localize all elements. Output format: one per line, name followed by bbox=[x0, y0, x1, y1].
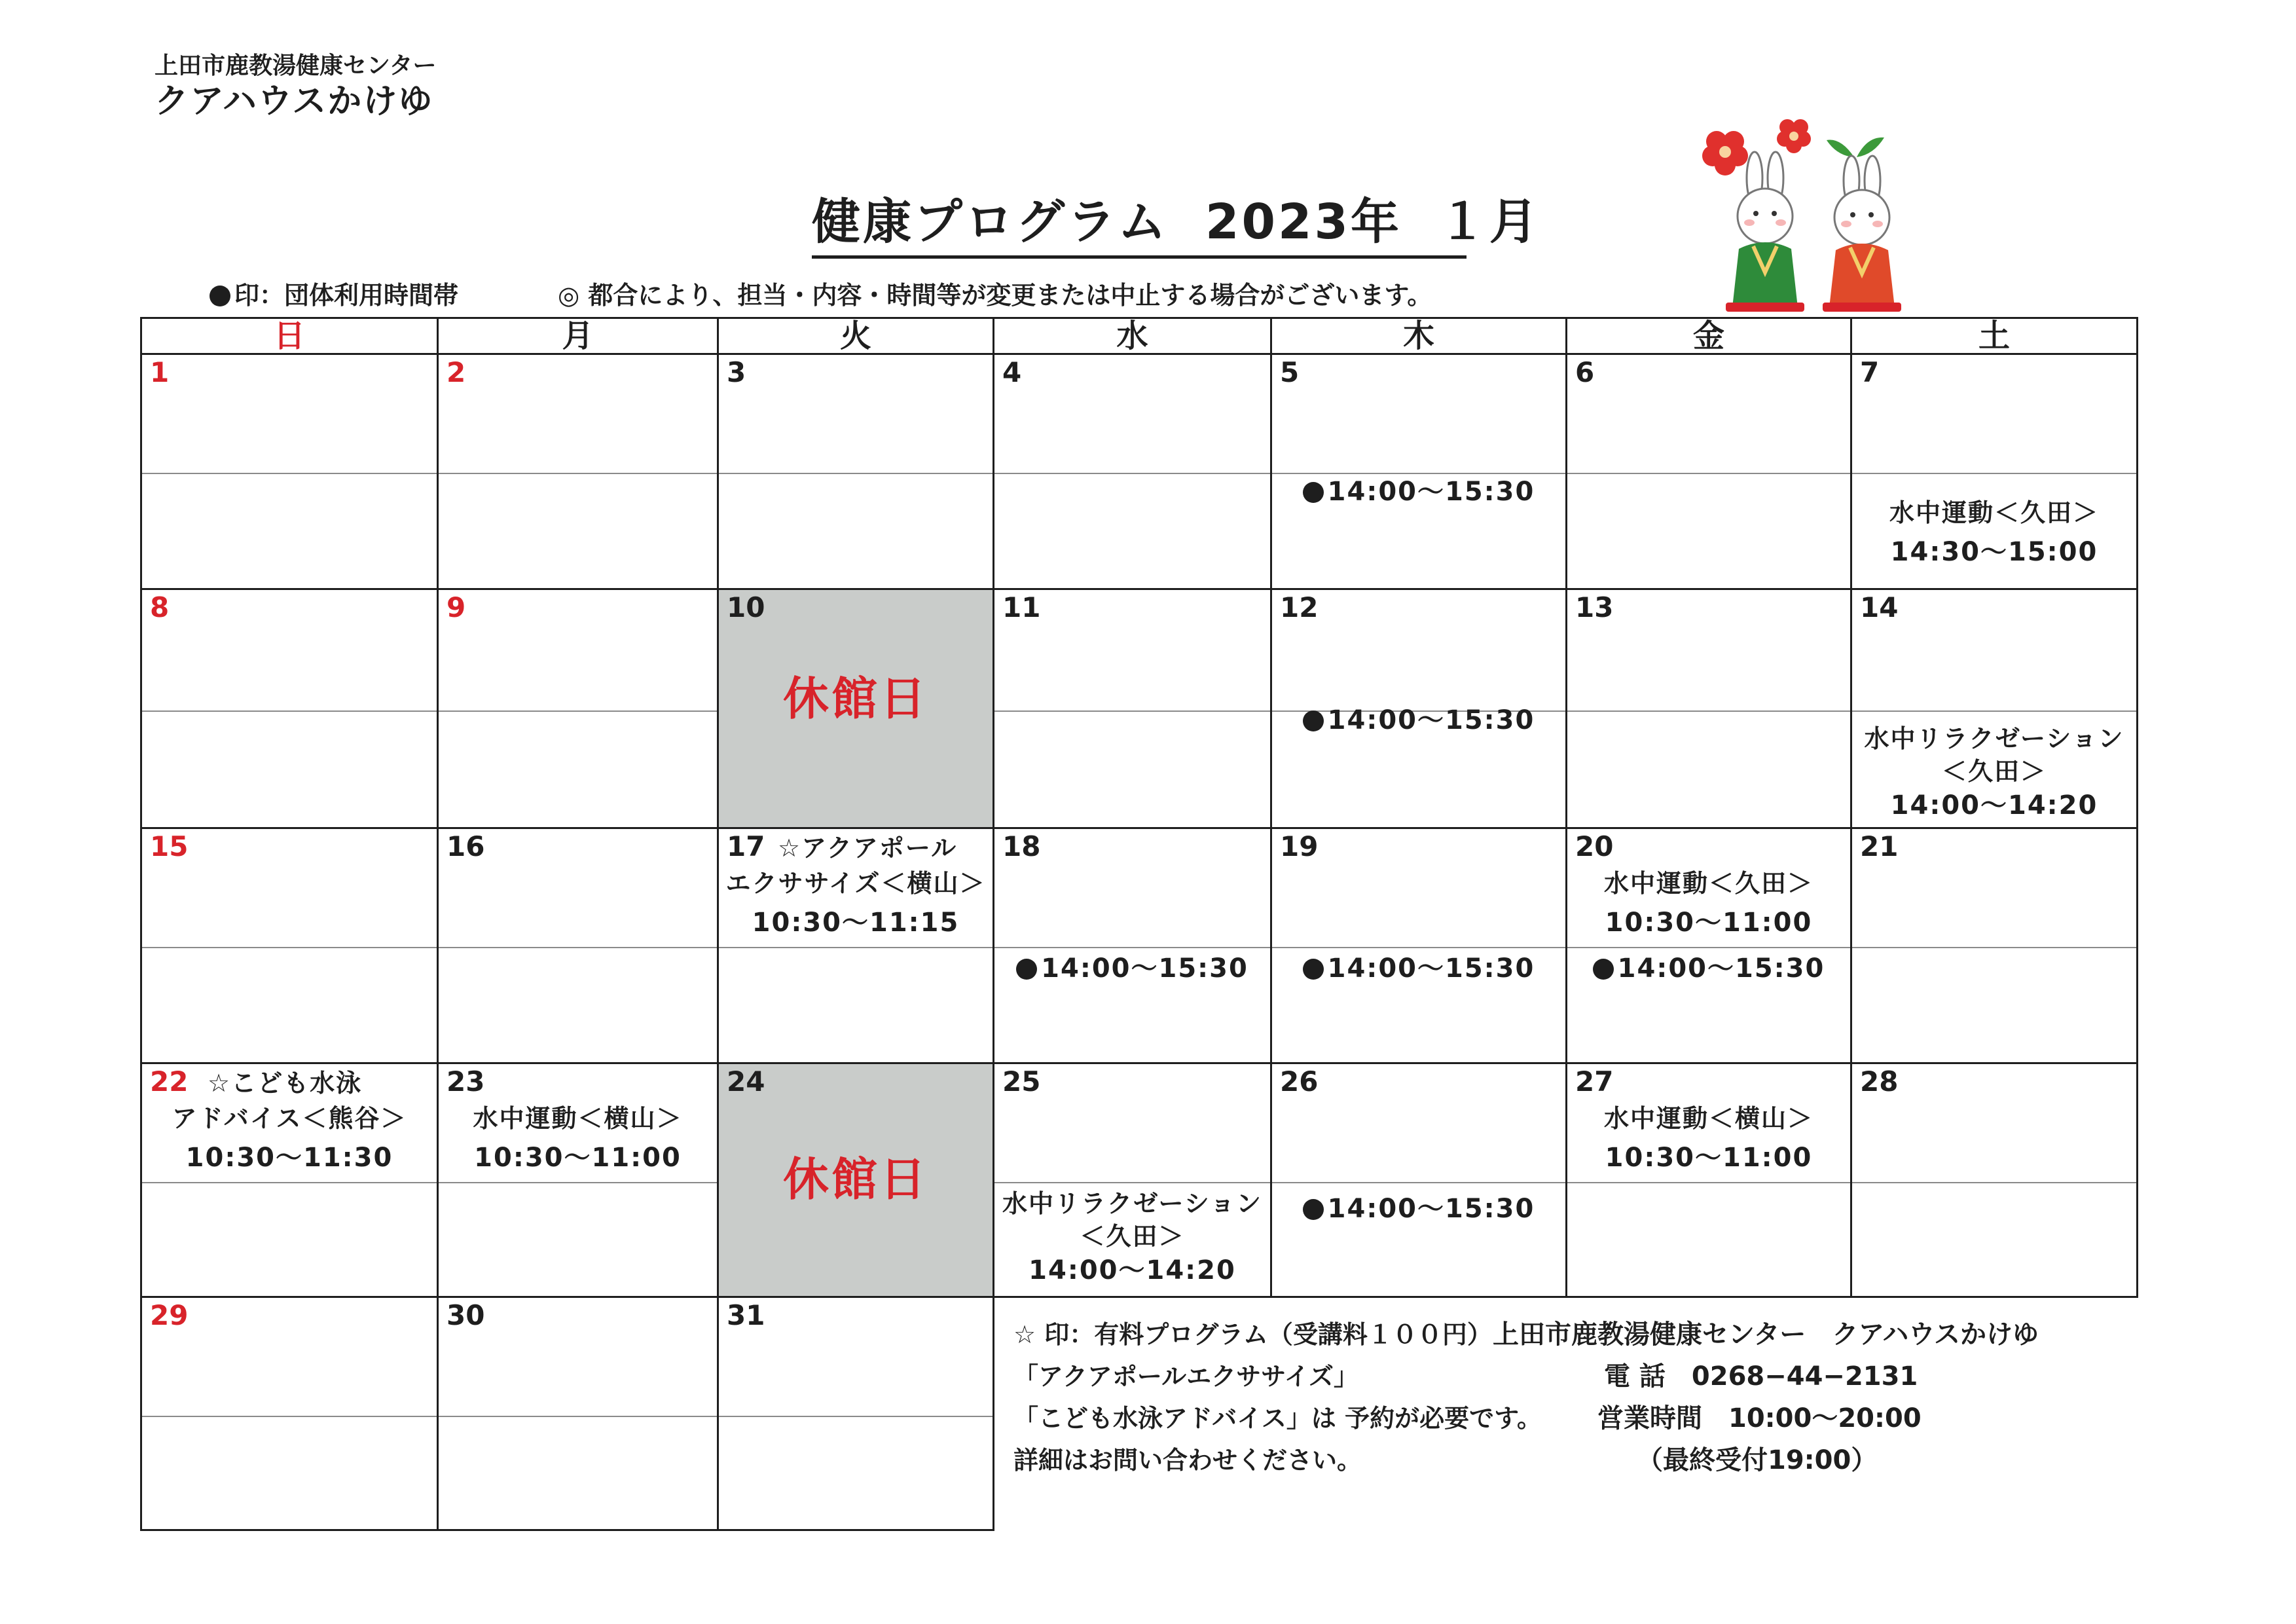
day-cell bbox=[1850, 588, 2138, 829]
last-entry: （最終受付19:00） bbox=[1637, 1445, 1878, 1475]
program-time: 10:30～11:15 bbox=[752, 908, 960, 938]
title-year: 2023年 bbox=[1205, 194, 1402, 250]
cell-divider bbox=[142, 947, 437, 948]
cell-divider bbox=[1567, 473, 1850, 474]
cell-divider bbox=[1852, 947, 2136, 948]
cell-divider bbox=[1852, 1182, 2136, 1183]
program-instructor: ＜久田＞ bbox=[1080, 1222, 1185, 1251]
day-number: 31 bbox=[727, 1299, 765, 1331]
day-number: 9 bbox=[446, 591, 466, 623]
day-cell bbox=[437, 827, 719, 1064]
program-instructor: エクササイズ＜横山＞ bbox=[725, 869, 986, 898]
day-number: 7 bbox=[1860, 356, 1880, 388]
group-time-text: 14:00～15:30 bbox=[1327, 705, 1535, 735]
day-cell bbox=[717, 353, 994, 590]
title-month: １月 bbox=[1438, 194, 1540, 250]
program-time: 10:30～11:00 bbox=[474, 1143, 682, 1173]
group-dot-icon bbox=[1303, 959, 1324, 980]
day-cell bbox=[1850, 353, 2138, 590]
legend-group-use bbox=[210, 275, 458, 311]
day-cell bbox=[993, 588, 1272, 829]
day-number: 1 bbox=[150, 356, 170, 388]
footnote-paid-programs: ☆ 印：有料プログラム（受講料１００円） bbox=[1013, 1320, 1492, 1349]
cell-divider bbox=[1852, 710, 2136, 712]
cell-divider bbox=[719, 947, 993, 948]
facility-phone: 電 話 0268−44−2131 bbox=[1604, 1361, 1918, 1392]
day-cell bbox=[437, 1296, 719, 1531]
cell-divider bbox=[719, 1416, 993, 1417]
cell-divider bbox=[439, 473, 717, 474]
program-time: 14:00～14:20 bbox=[1890, 790, 2098, 821]
day-cell bbox=[1850, 1062, 2138, 1298]
day-cell bbox=[1565, 827, 1852, 1064]
program-time: 10:30～11:30 bbox=[185, 1143, 393, 1173]
program-name: 水中リラクゼーション bbox=[1864, 724, 2124, 753]
page-title bbox=[812, 183, 1540, 259]
day-number: 23 bbox=[446, 1065, 485, 1098]
day-cell bbox=[717, 827, 994, 1064]
day-number: 13 bbox=[1575, 591, 1614, 623]
group-time-text: 14:00～15:30 bbox=[1041, 953, 1248, 984]
day-number: 27 bbox=[1575, 1065, 1614, 1098]
cell-divider bbox=[1272, 1182, 1565, 1183]
program-name: 水中運動＜横山＞ bbox=[473, 1104, 683, 1133]
program-instructor: ＜久田＞ bbox=[1941, 757, 2047, 786]
day-number: 2 bbox=[446, 356, 466, 388]
day-number: 26 bbox=[1280, 1065, 1319, 1098]
day-cell bbox=[993, 1062, 1272, 1298]
weekday-thu: 木 bbox=[1270, 317, 1567, 355]
cell-divider bbox=[142, 473, 437, 474]
title-main: 健康プログラム bbox=[812, 194, 1169, 250]
cell-divider bbox=[439, 710, 717, 712]
day-cell bbox=[1565, 353, 1852, 590]
new-year-rabbits-illustration bbox=[1676, 118, 1951, 314]
day-cell bbox=[1565, 588, 1852, 829]
cell-divider bbox=[1567, 710, 1850, 712]
cell-divider bbox=[1852, 473, 2136, 474]
day-number: 4 bbox=[1002, 356, 1022, 388]
cell-divider bbox=[1567, 947, 1850, 948]
program-name: 水中運動＜久田＞ bbox=[1889, 498, 2099, 527]
cell-divider bbox=[719, 473, 993, 474]
weekday-mon: 月 bbox=[437, 317, 719, 355]
program-time: 14:00～14:20 bbox=[1029, 1255, 1236, 1285]
day-cell bbox=[437, 353, 719, 590]
cell-divider bbox=[994, 710, 1270, 712]
footnote-inquiry: 詳細はお問い合わせください。 bbox=[1013, 1446, 1362, 1475]
day-cell bbox=[1270, 353, 1567, 590]
day-number: 19 bbox=[1280, 830, 1319, 862]
cell-divider bbox=[994, 947, 1270, 948]
day-cell bbox=[140, 588, 439, 829]
group-time-text: 14:00～15:30 bbox=[1617, 953, 1825, 984]
day-cell bbox=[1850, 827, 2138, 1064]
day-cell-closed bbox=[717, 588, 994, 829]
business-hours: 営業時間 10:00～20:00 bbox=[1597, 1403, 1922, 1433]
day-cell bbox=[1270, 827, 1567, 1064]
day-cell bbox=[140, 1062, 439, 1298]
group-dot-icon bbox=[1303, 710, 1324, 731]
day-number: 8 bbox=[150, 591, 170, 623]
day-number: 17 bbox=[727, 830, 765, 862]
group-use-time bbox=[1567, 951, 1850, 986]
weekday-fri: 金 bbox=[1565, 317, 1852, 355]
day-cell bbox=[140, 827, 439, 1064]
day-cell bbox=[140, 353, 439, 590]
day-cell bbox=[1565, 1062, 1852, 1298]
group-dot-icon bbox=[1303, 1199, 1324, 1220]
footnote-aquapole: 「アクアポールエクササイズ」 bbox=[1013, 1362, 1359, 1391]
org-name: クアハウスかけゆ bbox=[155, 82, 434, 121]
day-number: 28 bbox=[1860, 1065, 1899, 1098]
day-number: 10 bbox=[727, 591, 765, 623]
cell-divider bbox=[142, 710, 437, 712]
day-cell bbox=[437, 1062, 719, 1298]
day-number: 5 bbox=[1280, 356, 1300, 388]
day-number: 16 bbox=[446, 830, 485, 862]
day-number: 24 bbox=[727, 1065, 765, 1098]
program-name: ☆こども水泳 bbox=[208, 1069, 363, 1098]
facility-name: 上田市鹿教湯健康センター クアハウスかけゆ bbox=[1493, 1320, 2039, 1350]
group-use-time bbox=[1272, 474, 1565, 509]
day-cell bbox=[993, 827, 1272, 1064]
legend-notice: ◎ 都合により、担当・内容・時間等が変更または中止する場合がございます。 bbox=[558, 281, 1432, 310]
cell-divider bbox=[1272, 947, 1565, 948]
group-dot-icon bbox=[1303, 482, 1324, 503]
weekday-sat: 土 bbox=[1850, 317, 2138, 355]
day-number: 18 bbox=[1002, 830, 1041, 862]
weekday-wed: 水 bbox=[993, 317, 1272, 355]
day-number: 6 bbox=[1575, 356, 1595, 388]
day-number: 12 bbox=[1280, 591, 1319, 623]
cell-divider bbox=[439, 947, 717, 948]
day-cell bbox=[437, 588, 719, 829]
day-cell bbox=[993, 353, 1272, 590]
group-dot-icon bbox=[1016, 959, 1037, 980]
group-time-text: 14:00～15:30 bbox=[1327, 1194, 1535, 1224]
day-cell bbox=[717, 1296, 994, 1531]
org-subtitle: 上田市鹿教湯健康センター bbox=[155, 52, 437, 79]
closed-day-label: 休館日 bbox=[783, 1153, 928, 1206]
group-dot-icon bbox=[210, 286, 230, 306]
plum-blossom-icon bbox=[1702, 131, 1748, 175]
program-time: 14:30～15:00 bbox=[1890, 537, 2098, 567]
day-number: 21 bbox=[1860, 830, 1899, 862]
program-name: ☆アクアポール bbox=[778, 834, 958, 862]
group-time-text: 14:00～15:30 bbox=[1327, 953, 1535, 984]
weekday-sun: 日 bbox=[140, 317, 439, 355]
day-number: 29 bbox=[150, 1299, 189, 1331]
program-instructor: アドバイス＜熊谷＞ bbox=[172, 1104, 407, 1133]
program-time: 10:30～11:00 bbox=[1605, 908, 1813, 938]
cell-divider bbox=[439, 1182, 717, 1183]
group-use-time bbox=[1272, 1191, 1565, 1227]
program-name: 水中運動＜横山＞ bbox=[1603, 1104, 1813, 1133]
day-cell bbox=[1270, 1062, 1567, 1298]
closed-day-label: 休館日 bbox=[783, 672, 928, 726]
plum-blossom-icon bbox=[1777, 119, 1811, 153]
day-number: 30 bbox=[446, 1299, 485, 1331]
group-use-time bbox=[994, 951, 1270, 986]
legend-group-use-text: 印：団体利用時間帯 bbox=[234, 281, 459, 310]
day-number: 3 bbox=[727, 356, 746, 388]
program-name: 水中運動＜久田＞ bbox=[1603, 869, 1813, 898]
cell-divider bbox=[994, 1182, 1270, 1183]
program-time: 10:30～11:00 bbox=[1605, 1143, 1813, 1173]
day-number: 15 bbox=[150, 830, 189, 862]
cell-divider bbox=[1567, 1182, 1850, 1183]
day-cell bbox=[140, 1296, 439, 1531]
group-dot-icon bbox=[1593, 959, 1614, 980]
day-cell bbox=[1270, 588, 1567, 829]
day-number: 20 bbox=[1575, 830, 1614, 862]
weekday-tue: 火 bbox=[717, 317, 994, 355]
footnote-reservation: 「こども水泳アドバイス」は 予約が必要です。 bbox=[1013, 1404, 1542, 1433]
day-number: 11 bbox=[1002, 591, 1041, 623]
program-name: 水中リラクゼーション bbox=[1002, 1189, 1262, 1218]
cell-divider bbox=[142, 1182, 437, 1183]
cell-divider bbox=[142, 1416, 437, 1417]
group-use-time bbox=[1272, 951, 1565, 986]
cell-divider bbox=[994, 473, 1270, 474]
day-number: 22 bbox=[150, 1065, 189, 1098]
day-number: 25 bbox=[1002, 1065, 1041, 1098]
day-cell-closed bbox=[717, 1062, 994, 1298]
group-use-time bbox=[1272, 703, 1565, 738]
day-number: 14 bbox=[1860, 591, 1899, 623]
group-time-text: 14:00～15:30 bbox=[1327, 477, 1535, 507]
cell-divider bbox=[439, 1416, 717, 1417]
